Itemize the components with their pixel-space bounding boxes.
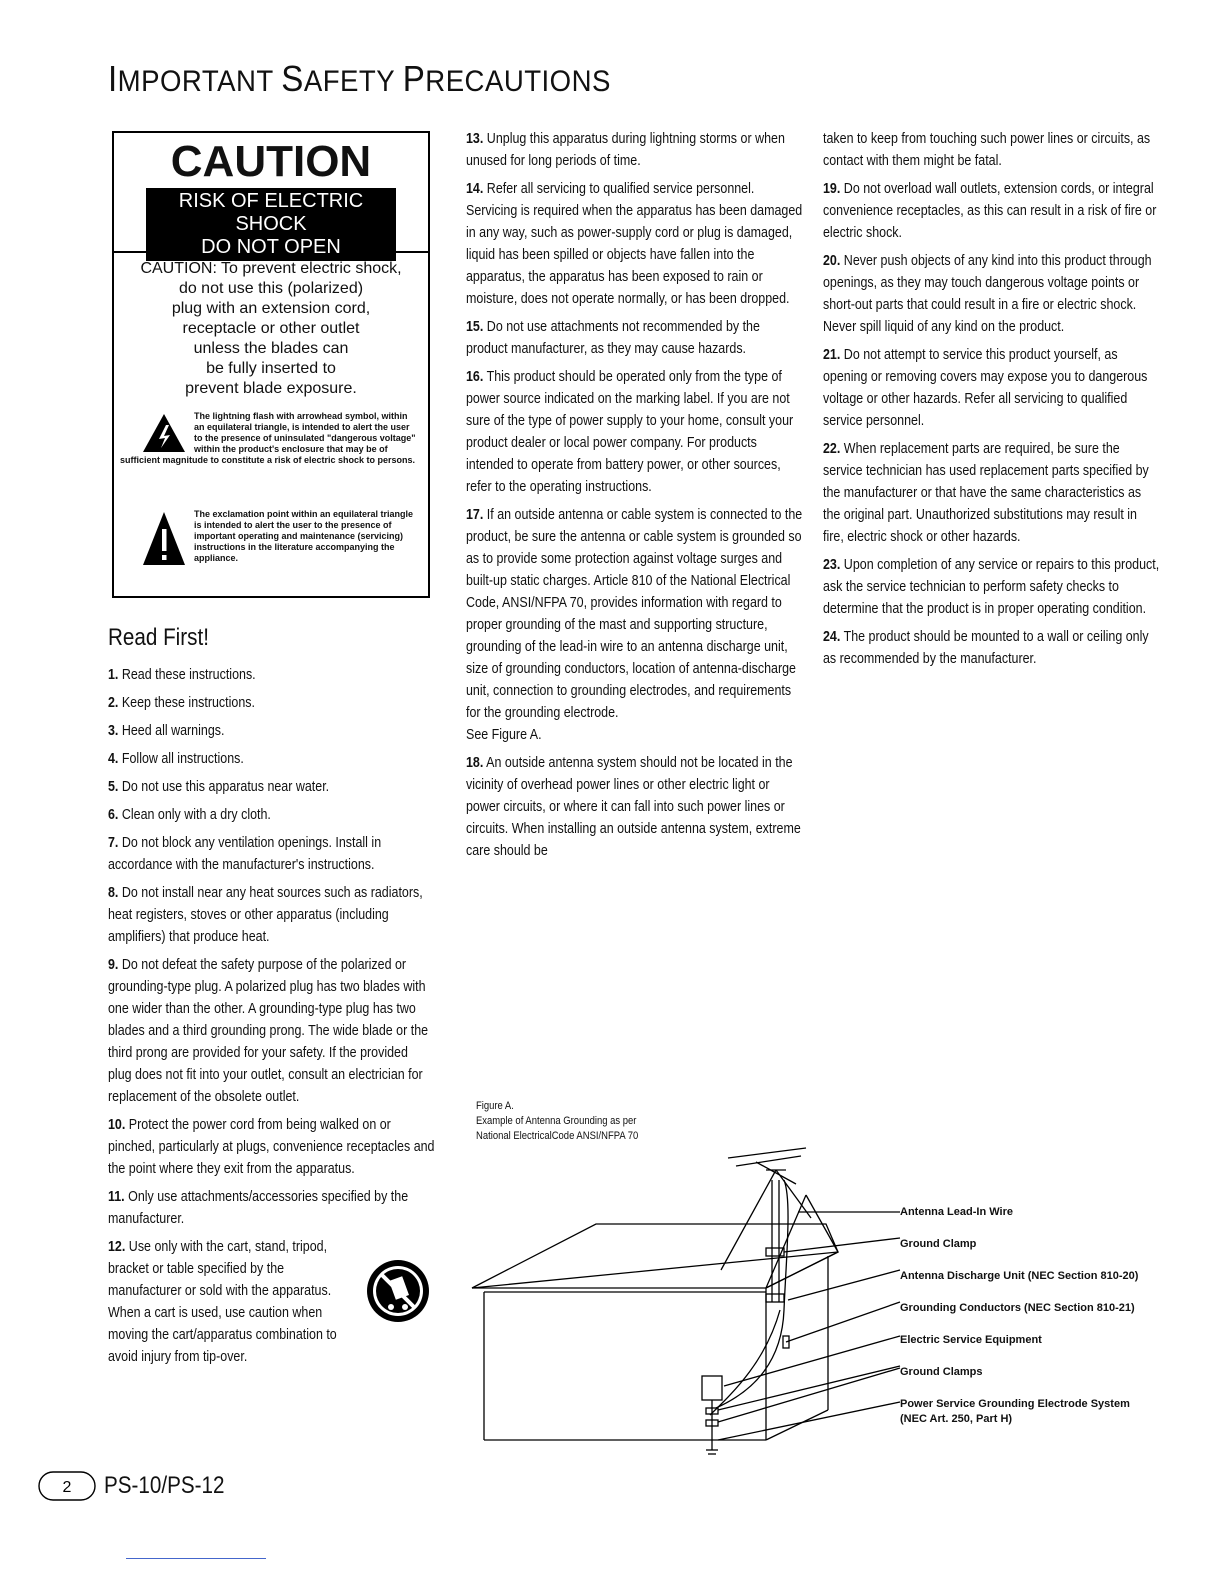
instruction-item: 1. Read these instructions. <box>108 667 256 683</box>
caution-header <box>114 133 428 258</box>
instruction-item: 11. Only use attachments/accessories specified by the manufacturer. <box>108 1189 409 1227</box>
page-number: 2 <box>62 1479 72 1496</box>
instruction-item: 18. An outside antenna system should not be located in the vicinity of overhead power lines or other electric light or power circuits, or where it can fall into such power lines or circuits. When installing an outside antenna system, extreme care should be <box>466 755 801 859</box>
caution-line: unless the blades can <box>193 340 349 357</box>
instructions-column-2 <box>466 128 803 868</box>
instruction-item: 17. If an outside antenna or cable system is connected to the product, be sure the antenna or cable system is grounded so as to provide some protection against voltage surges and built-up static charges. Article 810 of the National Electrical Code, ANSI/NFPA 70, provides information with regard to proper grounding of the mast and supporting structure, grounding of the lead-in wire to an antenna discharge unit, size of grounding conductors, location of antenna-discharge unit, connection to grounding electrodes, and requirements for the grounding electrode. <box>466 507 803 721</box>
label-grounding-conductors: Grounding Conductors (NEC Section 810-21) <box>900 1302 1135 1314</box>
instruction-item: 4. Follow all instructions. <box>108 751 244 767</box>
caution-line: plug with an extension cord, <box>171 300 371 317</box>
page-number-badge <box>38 1471 96 1501</box>
lightning-symbol-note <box>120 411 416 466</box>
instruction-item: 6. Clean only with a dry cloth. <box>108 807 271 823</box>
title-rest-2: AFETY <box>303 65 403 98</box>
instruction-item: 19. Do not overload wall outlets, extension cords, or integral convenience receptacles, as this can result in a risk of fire or electric shock. <box>823 181 1157 241</box>
label-ground-clamp: Ground Clamp <box>900 1238 977 1250</box>
instruction-item: 16. This product should be operated only from the type of power source indicated on the marking label. If you are not sure of the type of power supply to your home, consult your product dealer or local power company. For products intended to operate from battery power, or other sources, refer to the operating instructions. <box>466 369 794 495</box>
shock-bar-line-1: RISK OF ELECTRIC SHOCK <box>178 190 364 235</box>
caution-line: CAUTION: To prevent electric shock, <box>140 260 402 277</box>
read-first-heading: Read First! <box>108 624 209 651</box>
polarized-plug-caution <box>114 259 428 399</box>
antenna-grounding-diagram <box>466 1140 906 1460</box>
exclamation-symbol-note <box>120 509 416 567</box>
label-antenna-discharge-unit: Antenna Discharge Unit (NEC Section 810-20) <box>900 1270 1139 1282</box>
footer-underline <box>126 1558 266 1559</box>
caution-line: do not use this (polarized) <box>178 280 364 297</box>
instructions-column-3 <box>823 128 1160 676</box>
title-rest-1: MPORTANT <box>117 65 282 98</box>
caution-heading: CAUTION <box>170 137 372 186</box>
instruction-item: 21. Do not attempt to service this product yourself, as opening or removing covers may expose you to dangerous voltage or other hazards. Refer all servicing to qualified service personnel. <box>823 347 1148 429</box>
instruction-item: 20. Never push objects of any kind into this product through openings, as they may touch dangerous voltage points or short-out parts that could result in a fire or electric shock. Never spill liquid of any kind on the product. <box>823 253 1152 335</box>
caution-line: receptacle or other outlet <box>182 320 360 337</box>
instruction-item: 23. Upon completion of any service or repairs to this product, ask the service technician to perform safety checks to determine that the product is in proper operating condition. <box>823 557 1160 617</box>
caution-line: prevent blade exposure. <box>185 380 357 397</box>
title-cap-2: S <box>281 58 304 99</box>
label-ground-clamps: Ground Clamps <box>900 1366 983 1378</box>
title-cap-3: P <box>402 58 426 99</box>
figure-caption <box>476 1099 638 1144</box>
shock-warning-bar <box>146 188 396 261</box>
instruction-item: 13. Unplug this apparatus during lightning storms or when unused for long periods of time. <box>466 131 785 169</box>
instruction-item: 3. Heed all warnings. <box>108 723 225 739</box>
label-antenna-lead-in-wire: Antenna Lead-In Wire <box>900 1206 1013 1218</box>
label-nec-article: (NEC Art. 250, Part H) <box>900 1413 1013 1425</box>
caution-box <box>112 131 430 598</box>
figure-caption-line: Figure A. <box>476 1100 514 1112</box>
page-title <box>108 58 611 100</box>
label-power-service-grounding: Power Service Grounding Electrode System <box>900 1398 1130 1410</box>
label-electric-service-equipment: Electric Service Equipment <box>900 1334 1042 1346</box>
caution-line: be fully inserted to <box>206 360 336 377</box>
instruction-item: 2. Keep these instructions. <box>108 695 255 711</box>
instruction-item: 5. Do not use this apparatus near water. <box>108 779 330 795</box>
shock-bar-line-2: DO NOT OPEN <box>201 236 341 258</box>
instruction-item: 14. Refer all servicing to qualified service personnel. Servicing is required when the apparatus has been damaged in any way, such as power-supply cord or plug is damaged, liquid has been spilled or objects have fallen into the apparatus, the apparatus has been exposed to rain or moisture, does not operate normally, or has been dropped. <box>466 181 803 307</box>
see-figure-reference: See Figure A. <box>466 727 542 743</box>
figure-caption-line: National ElectricalCode ANSI/NFPA 70 <box>476 1130 639 1142</box>
instruction-item: 10. Protect the power cord from being walked on or pinched, particularly at plugs, convenience receptacles and the point where they exit from the apparatus. <box>108 1117 435 1177</box>
figure-caption-line: Example of Antenna Grounding as per <box>476 1115 637 1127</box>
instruction-item: 12. Use only with the cart, stand, tripod, bracket or table specified by the manufacturer or sold with the apparatus. When a cart is used, use caution when moving the cart/apparatus combination to avoid injury from tip-over. <box>108 1239 337 1365</box>
exclamation-triangle-icon <box>142 511 186 567</box>
instruction-item: 8. Do not install near any heat sources such as radiators, heat registers, stoves or other apparatus (including amplifiers) that produce heat. <box>108 885 423 945</box>
instruction-item: 7. Do not block any ventilation openings. Install in accordance with the manufacturer's instructions. <box>108 835 382 873</box>
instruction-item: 24. The product should be mounted to a wall or ceiling only as recommended by the manufacturer. <box>823 629 1149 667</box>
title-cap-1: I <box>108 58 118 99</box>
instruction-item: 22. When replacement parts are required, be sure the service technician has used replacement parts specified by the manufacturer or that have the same characteristics as the original part. Unauthorized substitutions may result in fire, electric shock or other hazards. <box>823 441 1149 545</box>
instruction-continuation: taken to keep from touching such power lines or circuits, as contact with them might be fatal. <box>823 131 1151 169</box>
title-rest-3: RECAUTIONS <box>425 65 611 98</box>
exclamation-symbol-text: The exclamation point within an equilateral triangle is intended to alert the user to the presence of important operating and maintenance (servicing) instructions in the literature accompanying the appliance. <box>194 509 414 563</box>
instruction-item: 15. Do not use attachments not recommended by the product manufacturer, as they may cause hazards. <box>466 319 760 357</box>
instruction-item: 9. Do not defeat the safety purpose of the polarized or grounding-type plug. A polarized plug has two blades with one wider than the other. A grounding-type plug has two blades and a third grounding prong. The wide blade or the third prong are provided for your safety. If the provided plug does not fit into your outlet, consult an electrician for replacement of the obsolete outlet. <box>108 957 429 1105</box>
lightning-triangle-icon <box>142 413 186 453</box>
cart-tip-over-icon <box>365 1258 431 1329</box>
model-number: PS-10/PS-12 <box>104 1472 225 1499</box>
lightning-symbol-text: The lightning flash with arrowhead symbol, within an equilateral triangle, is intended to alert the user to the presence of uninsulated "dangerous voltage" within the product's enclosure that may be of sufficient magnitude to constitute a risk of electric shock to persons. <box>120 411 416 465</box>
